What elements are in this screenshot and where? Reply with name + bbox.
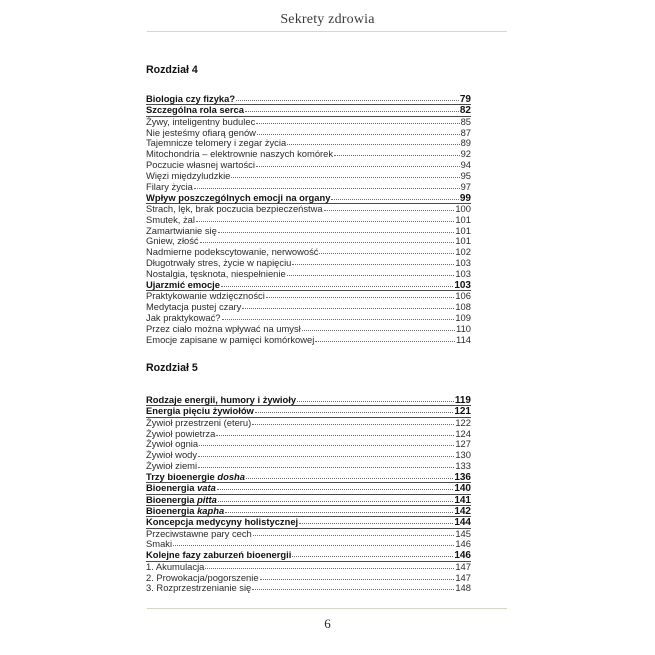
footer-rule bbox=[147, 608, 507, 609]
page-number: 6 bbox=[324, 616, 331, 631]
dot-leader bbox=[218, 500, 453, 502]
toc-entry-title: Przez ciało można wpływać na umysł bbox=[146, 322, 301, 334]
toc-entry bbox=[146, 324, 471, 335]
toc-entry-page: 99 bbox=[459, 192, 471, 204]
toc-entry-title: Filary życia bbox=[146, 180, 193, 192]
toc-entry-title: Nostalgia, tęsknota, niespełnienie bbox=[146, 268, 286, 279]
toc-entry-page: 148 bbox=[455, 582, 471, 594]
dot-leader bbox=[252, 588, 454, 590]
toc-entry bbox=[146, 506, 471, 517]
dot-leader bbox=[245, 110, 459, 112]
toc-entry-title: Przeciwstawne pary cech bbox=[146, 527, 252, 539]
toc-entry-title: 3. Rozprzestrzenianie się bbox=[146, 582, 252, 594]
dot-leader bbox=[319, 252, 454, 254]
toc-entry-title: Żywioł ognia bbox=[146, 438, 199, 450]
toc-entry-title: Smaki bbox=[146, 538, 173, 550]
toc-entry bbox=[146, 94, 471, 105]
toc-entry-page: 146 bbox=[454, 550, 471, 562]
toc-entry bbox=[146, 406, 471, 417]
dot-leader bbox=[236, 99, 459, 101]
toc-entry-title: Szczególna rola serca bbox=[146, 104, 244, 116]
header-rule bbox=[147, 31, 507, 32]
toc-entry-page: 101 bbox=[455, 213, 471, 225]
toc-entry-title: Bioenergia vata bbox=[146, 482, 216, 494]
toc-entry bbox=[146, 495, 471, 506]
toc-entry-page: 85 bbox=[460, 115, 471, 127]
dot-leader bbox=[256, 165, 460, 167]
dot-leader bbox=[198, 455, 454, 457]
toc-entry-title: Wpływ poszczególnych emocji na organy bbox=[146, 191, 331, 203]
toc-entry bbox=[146, 280, 471, 291]
toc-entry bbox=[146, 335, 471, 346]
toc-entry-title: Jak praktykować? bbox=[146, 311, 221, 323]
toc-entry-title: Praktykowanie wdzięczności bbox=[146, 290, 265, 302]
dot-leader bbox=[199, 444, 454, 446]
toc-entry-page: 145 bbox=[455, 527, 471, 539]
toc-entry-title: Gniew, złość bbox=[146, 235, 199, 247]
toc-entry-page: 144 bbox=[454, 517, 471, 529]
toc-entry-page: 146 bbox=[455, 538, 471, 550]
toc-entry-title: Energia pięciu żywiołów bbox=[146, 405, 254, 417]
toc-entry bbox=[146, 472, 471, 483]
toc-entry-page: 82 bbox=[459, 105, 471, 117]
toc-entry-title: Koncepcja medycyny holistycznej bbox=[146, 516, 299, 528]
toc-entry-title: Zamartwianie się bbox=[146, 224, 217, 236]
dot-leader bbox=[255, 411, 453, 413]
toc-entry-title: Żywioł przestrzeni (eteru) bbox=[146, 416, 252, 428]
toc-entry-page: 103 bbox=[454, 279, 471, 291]
toc-entry-page: 101 bbox=[455, 235, 471, 247]
toc-entry-page: 95 bbox=[460, 169, 471, 181]
chapter-heading-4: Rozdział 4 bbox=[146, 64, 198, 76]
dot-leader bbox=[260, 578, 455, 580]
dot-leader bbox=[253, 534, 455, 536]
toc-entry-page: 114 bbox=[456, 333, 471, 345]
toc-entry-title: 2. Prowokacja/pogorszenie bbox=[146, 571, 259, 583]
dot-leader bbox=[334, 154, 459, 156]
toc-entry-page: 87 bbox=[460, 126, 471, 138]
toc-entry-page: 122 bbox=[455, 416, 471, 428]
toc-entry-page: 119 bbox=[454, 395, 471, 406]
toc-entry-page: 147 bbox=[455, 571, 471, 583]
toc-entry-page: 136 bbox=[454, 471, 471, 483]
dot-leader bbox=[205, 567, 454, 569]
toc-chapter-5 bbox=[146, 395, 471, 594]
toc-entry bbox=[146, 105, 471, 116]
toc-entry-page: 92 bbox=[460, 148, 471, 160]
dot-leader bbox=[218, 231, 454, 233]
dot-leader bbox=[252, 423, 454, 425]
toc-entry bbox=[146, 483, 471, 494]
toc-entry bbox=[146, 182, 471, 193]
dot-leader bbox=[266, 296, 455, 298]
toc-entry-page: 140 bbox=[454, 483, 471, 495]
dot-leader bbox=[194, 187, 460, 189]
toc-entry-title: Medytacja pustej czary bbox=[146, 301, 242, 313]
toc-entry bbox=[146, 550, 471, 561]
toc-entry-page: 147 bbox=[455, 560, 471, 572]
toc-entry-title: Bioenergia pitta bbox=[146, 493, 217, 505]
toc-entry bbox=[146, 517, 471, 528]
toc-entry-title: Żywioł powietrza bbox=[146, 427, 216, 439]
running-header: Sekrety zdrowia bbox=[280, 12, 375, 27]
toc-entry-title: Trzy bioenergie dosha bbox=[146, 470, 245, 482]
toc-entry-page: 94 bbox=[460, 159, 471, 171]
toc-entry-title: Żywioł wody bbox=[146, 449, 198, 461]
toc-entry-page: 127 bbox=[455, 438, 471, 450]
dot-leader bbox=[324, 209, 455, 211]
toc-entry-page: 124 bbox=[455, 427, 471, 439]
dot-leader bbox=[222, 318, 455, 320]
toc-entry-page: 106 bbox=[455, 290, 471, 302]
toc-entry bbox=[146, 215, 471, 226]
toc-entry-title: Kolejne fazy zaburzeń bioenergii bbox=[146, 549, 292, 561]
toc-entry-title: Poczucie własnej wartości bbox=[146, 159, 255, 171]
dot-leader bbox=[231, 176, 459, 178]
toc-entry-title: Nie jesteśmy ofiarą genów bbox=[146, 126, 256, 138]
dot-leader bbox=[216, 434, 454, 436]
dot-leader bbox=[257, 133, 460, 135]
toc-entry-title: Emocje zapisane w pamięci komórkowej bbox=[146, 333, 315, 345]
toc-entry-title: Mitochondria – elektrownie naszych komórek bbox=[146, 148, 334, 160]
dot-leader bbox=[225, 511, 453, 513]
toc-entry-page: 101 bbox=[455, 224, 471, 236]
toc-entry-page: 109 bbox=[455, 311, 471, 323]
toc-entry-title: 1. Akumulacja bbox=[146, 560, 205, 572]
toc-entry bbox=[146, 562, 471, 573]
dot-leader bbox=[292, 263, 454, 265]
toc-entry bbox=[146, 418, 471, 429]
chapter-heading-5: Rozdział 5 bbox=[146, 362, 198, 374]
dot-leader bbox=[198, 466, 454, 468]
toc-entry-page: 121 bbox=[454, 406, 471, 418]
toc-entry-title: Rodzaje energii, humory i żywioły bbox=[146, 394, 297, 405]
toc-entry bbox=[146, 395, 471, 406]
toc-entry bbox=[146, 171, 471, 182]
toc-entry-page: 103 bbox=[455, 268, 471, 279]
toc-entry-title: Nadmierne podekscytowanie, nerwowość bbox=[146, 246, 319, 258]
toc-entry-page: 142 bbox=[454, 505, 471, 517]
toc-entry-page: 141 bbox=[454, 494, 471, 506]
toc-entry bbox=[146, 193, 471, 204]
toc-entry bbox=[146, 117, 471, 128]
toc-entry-page: 97 bbox=[460, 180, 471, 192]
toc-entry-title: Tajemnicze telomery i zegar życia bbox=[146, 137, 287, 149]
dot-leader bbox=[331, 198, 458, 200]
toc-entry bbox=[146, 583, 471, 594]
toc-chapter-4 bbox=[146, 94, 471, 345]
dot-leader bbox=[200, 241, 455, 243]
dot-leader bbox=[287, 143, 459, 145]
dot-leader bbox=[299, 522, 453, 524]
dot-leader bbox=[302, 329, 455, 331]
dot-leader bbox=[217, 488, 453, 490]
toc-entry-page: 100 bbox=[455, 202, 471, 214]
toc-entry-title: Strach, lęk, brak poczucia bezpieczeństwa bbox=[146, 202, 323, 214]
toc-entry-page: 133 bbox=[455, 460, 471, 472]
toc-entry-page: 102 bbox=[455, 246, 471, 258]
toc-entry bbox=[146, 529, 471, 540]
dot-leader bbox=[297, 400, 454, 402]
toc-entry-title: Bioenergia kapha bbox=[146, 504, 225, 516]
dot-leader bbox=[315, 340, 455, 342]
toc-entry-title: Smutek, żal bbox=[146, 213, 195, 225]
toc-entry-title: Żywy, inteligentny budulec bbox=[146, 115, 256, 127]
dot-leader bbox=[287, 274, 455, 276]
toc-entry-page: 130 bbox=[455, 449, 471, 461]
dot-leader bbox=[221, 285, 453, 287]
toc-entry-page: 79 bbox=[459, 94, 471, 105]
dot-leader bbox=[256, 122, 459, 124]
toc-entry-page: 108 bbox=[455, 301, 471, 313]
dot-leader bbox=[196, 220, 454, 222]
dot-leader bbox=[246, 477, 453, 479]
dot-leader bbox=[173, 544, 454, 546]
toc-entry-title: Żywioł ziemi bbox=[146, 460, 198, 472]
toc-entry-title: Długotrwały stres, życie w napięciu bbox=[146, 257, 292, 269]
dot-leader bbox=[292, 555, 453, 557]
toc-entry-title: Ujarzmić emocje bbox=[146, 278, 220, 290]
toc-entry-title: Biologia czy fizyka? bbox=[146, 93, 236, 104]
toc-entry-page: 110 bbox=[456, 322, 471, 334]
dot-leader bbox=[242, 307, 454, 309]
toc-entry-page: 89 bbox=[460, 137, 471, 149]
toc-entry-page: 103 bbox=[455, 257, 471, 269]
toc-entry-title: Więzi międzyludzkie bbox=[146, 169, 231, 181]
